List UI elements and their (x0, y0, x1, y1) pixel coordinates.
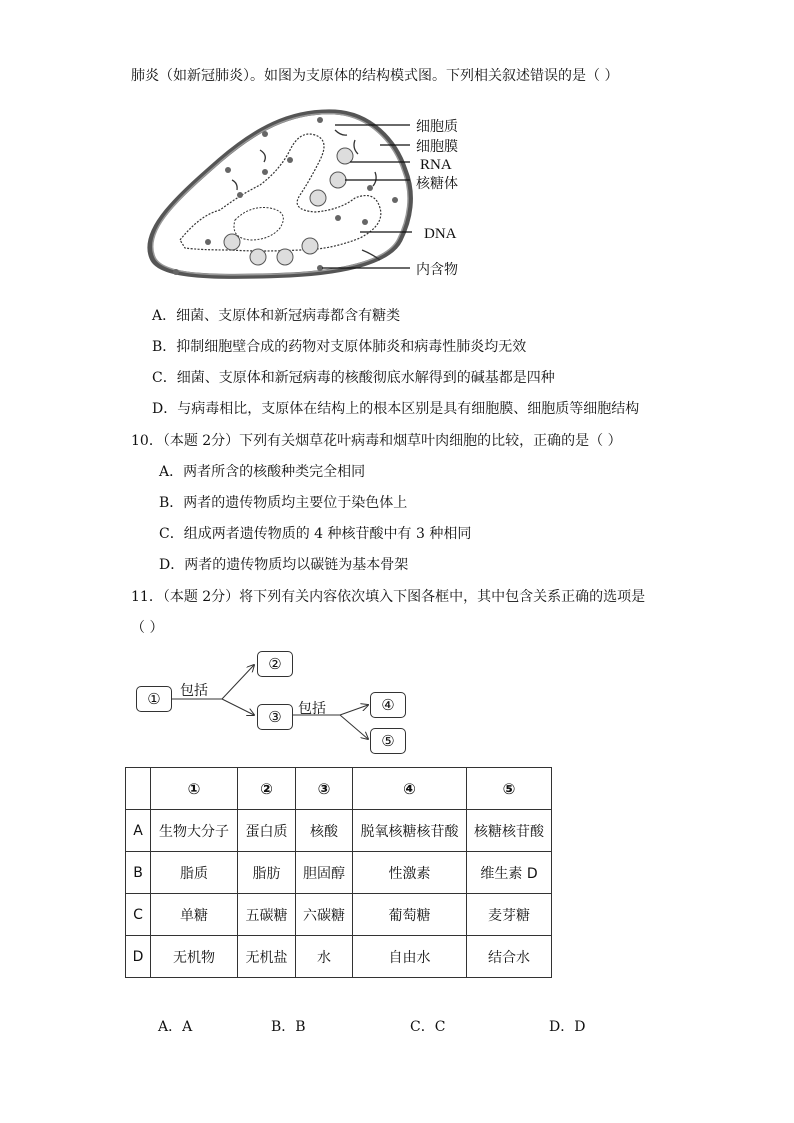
table-header-cell: ④ (353, 768, 467, 810)
table-cell: 麦芽糖 (467, 894, 552, 936)
table-cell: 脱氧核糖核苷酸 (353, 810, 467, 852)
answer-choice-b: B．B (271, 1019, 306, 1035)
table-cell: 维生素 D (467, 852, 552, 894)
table-cell: 五碳糖 (238, 894, 296, 936)
q10-option-c: C．组成两者遗传物质的 4 种核苷酸中有 3 种相同 (159, 526, 472, 542)
table-cell: 六碳糖 (296, 894, 353, 936)
row-label: B (126, 852, 151, 894)
answer-choice-c: C．C (410, 1019, 446, 1035)
label-rna: RNA (420, 157, 452, 173)
row-label: A (126, 810, 151, 852)
table-cell: 单糖 (151, 894, 238, 936)
row-label: D (126, 936, 151, 978)
flow-box-3: ③ (257, 704, 293, 730)
table-cell: 脂质 (151, 852, 238, 894)
table-row (126, 810, 552, 852)
table-cell: 核酸 (296, 810, 353, 852)
label-membrane: 细胞膜 (416, 139, 458, 155)
flow-box-5: ⑤ (370, 728, 406, 754)
flow-box-1: ① (136, 686, 172, 712)
q11-stem-blank: （ ） (131, 620, 164, 636)
label-ribosome: 核糖体 (416, 176, 458, 192)
table-cell: 水 (296, 936, 353, 978)
table-header-cell: ⑤ (467, 768, 552, 810)
table-cell: 蛋白质 (238, 810, 296, 852)
table-header-cell: ② (238, 768, 296, 810)
table-cell: 无机物 (151, 936, 238, 978)
flow-box-2: ② (257, 651, 293, 677)
q10-option-d: D．两者的遗传物质均以碳链为基本骨架 (159, 557, 409, 573)
table-cell: 结合水 (467, 936, 552, 978)
q11-stem: 11．（本题 2分）将下列有关内容依次填入下图各框中，其中包含关系正确的选项是 (131, 589, 646, 605)
table-cell (126, 768, 151, 810)
answer-choice-a: A．A (158, 1019, 193, 1035)
table-cell: 胆固醇 (296, 852, 353, 894)
table-row (126, 852, 552, 894)
ribosome (224, 234, 240, 250)
table-cell: 无机盐 (238, 936, 296, 978)
flow-label-include-1: 包括 (180, 683, 208, 699)
table-header-row (126, 768, 552, 810)
options-table (125, 767, 552, 978)
table-header-cell: ① (151, 768, 238, 810)
row-label: C (126, 894, 151, 936)
ribosome (302, 238, 318, 254)
mycoplasma-diagram (140, 100, 620, 290)
table-cell: 生物大分子 (151, 810, 238, 852)
q9-option-d: D．与病毒相比，支原体在结构上的根本区别是具有细胞膜、细胞质等细胞结构 (152, 401, 640, 417)
table-cell: 性激素 (353, 852, 467, 894)
ribosome (330, 172, 346, 188)
ribosome (250, 249, 266, 265)
q10-stem: 10．（本题 2分）下列有关烟草花叶病毒和烟草叶肉细胞的比较，正确的是（ ） (131, 433, 622, 449)
q9-option-c: C．细菌、支原体和新冠病毒的核酸彻底水解得到的碱基都是四种 (152, 370, 555, 386)
q10-option-b: B．两者的遗传物质均主要位于染色体上 (159, 495, 408, 511)
ribosome (310, 190, 326, 206)
flow-label-include-2: 包括 (298, 701, 326, 717)
table-cell: 脂肪 (238, 852, 296, 894)
table-row (126, 894, 552, 936)
flow-box-4: ④ (370, 692, 406, 718)
table-cell: 自由水 (353, 936, 467, 978)
q9-option-a: A．细菌、支原体和新冠病毒都含有糖类 (152, 308, 401, 324)
label-dna: DNA (424, 226, 457, 242)
ribosome (277, 249, 293, 265)
table-header-cell: ③ (296, 768, 353, 810)
table-cell: 葡萄糖 (353, 894, 467, 936)
q9-option-b: B．抑制细胞壁合成的药物对支原体肺炎和病毒性肺炎均无效 (152, 339, 527, 355)
q10-option-a: A．两者所含的核酸种类完全相同 (159, 464, 366, 480)
q9-intro: 肺炎（如新冠肺炎）。如图为支原体的结构模式图。下列相关叙述错误的是（ ） (131, 68, 619, 84)
label-inclusion: 内含物 (416, 262, 458, 278)
answer-choice-d: D．D (549, 1019, 586, 1035)
table-row (126, 936, 552, 978)
label-cytoplasm: 细胞质 (416, 119, 458, 135)
inclusion-flow-diagram (130, 645, 450, 760)
table-cell: 核糖核苷酸 (467, 810, 552, 852)
